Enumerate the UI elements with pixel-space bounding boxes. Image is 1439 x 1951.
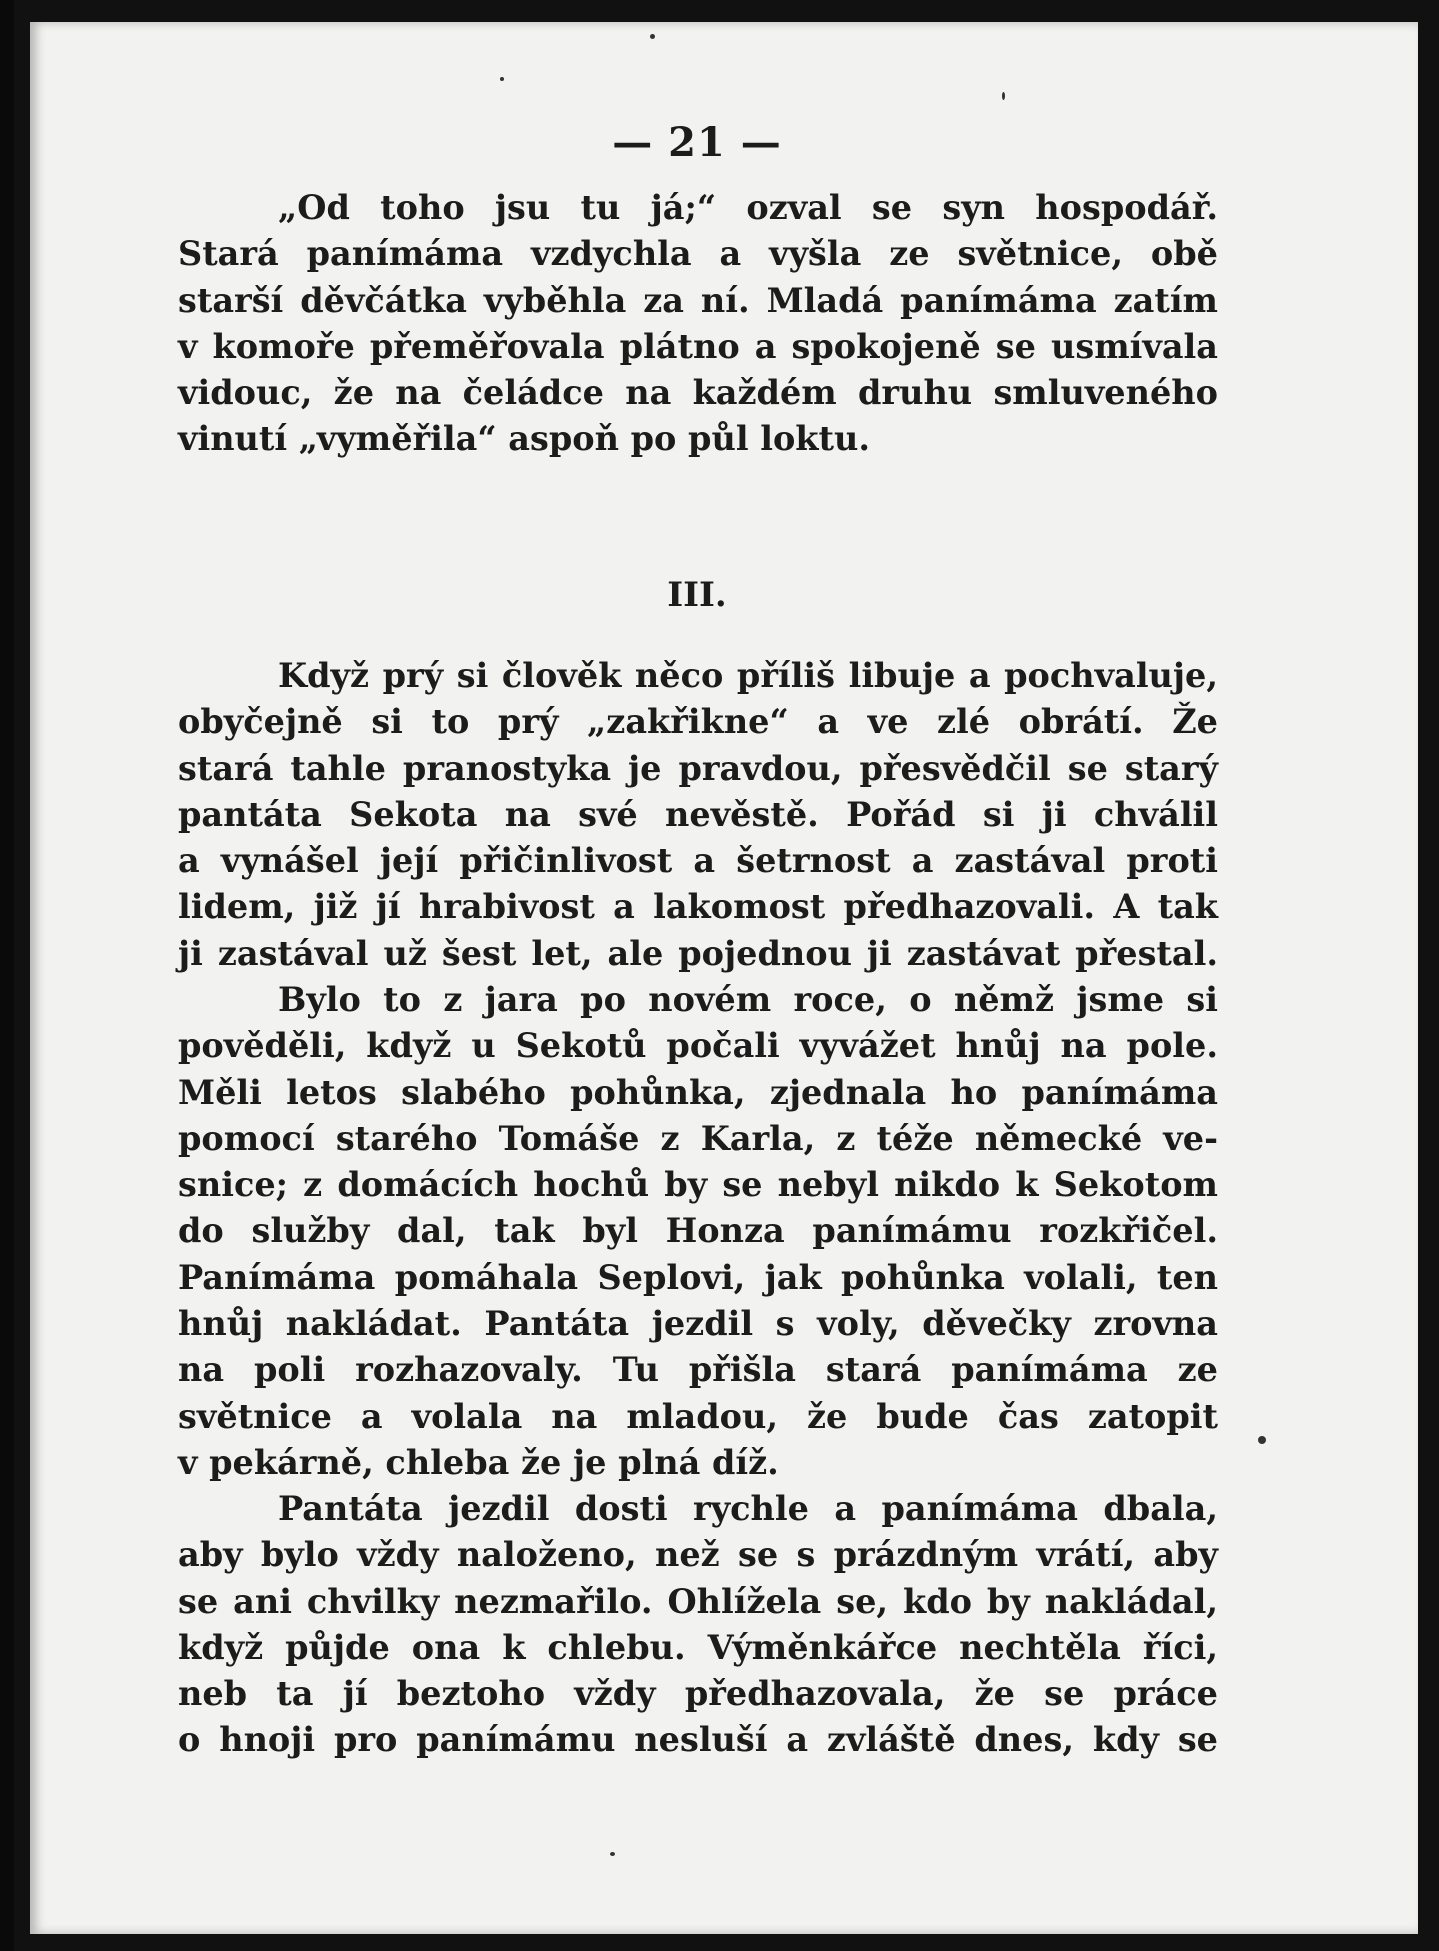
text-line: pomocí starého Tomáše z Karla, z téže německé ve- (178, 1118, 1218, 1158)
text-line: do služby dal, tak byl Honza panímámu rozkřičel. (178, 1211, 1218, 1251)
text-line: na poli rozhazovaly. Tu přišla stará panímáma ze (178, 1350, 1218, 1390)
text-line: lidem, již jí hrabivost a lakomost předhazovali. A tak (178, 887, 1218, 927)
scan-speck (610, 1852, 615, 1856)
book-page (30, 22, 1418, 1934)
paragraph-4 (178, 1486, 1218, 1764)
text-line: pantáta Sekota na své nevěstě. Pořád si ji chválil (178, 794, 1218, 834)
text-line: Když prý si člověk něco příliš libuje a pochvaluje, (278, 656, 1218, 695)
section-heading: III. (667, 575, 727, 615)
text-line: v pekárně, chleba že je plná díž. (178, 1442, 779, 1482)
text-line: stará tahle pranostyka je pravdou, přesvědčil se starý (178, 748, 1218, 788)
text-line: Měli letos slabého pohůnka, zjednala ho panímáma (178, 1072, 1218, 1112)
scan-speck (650, 34, 655, 39)
text-line: Panímáma pomáhala Seplovi, jak pohůnka volali, ten (178, 1257, 1218, 1297)
page-number: — 21 — (612, 119, 782, 166)
text-line: když půjde ona k chlebu. Výměnkářce nechtěla říci, (178, 1627, 1218, 1667)
text-line: Bylo to z jara po novém roce, o němž jsme si (278, 980, 1218, 1019)
text-line: pověděli, když u Sekotů počali vyvážet hnůj na pole. (178, 1026, 1218, 1066)
text-line: snice; z domácích hochů by se nebyl nikdo k Sekotom (178, 1165, 1218, 1205)
text-line: vinutí „vyměřila“ aspoň po půl loktu. (178, 419, 871, 459)
text-line: Pantáta jezdil dosti rychle a panímáma dbala, (278, 1489, 1218, 1528)
text-line: světnice a volala na mladou, že bude čas zatopit (178, 1396, 1218, 1436)
scan-speck (500, 77, 504, 81)
text-line: o hnoji pro panímámu nesluší a zvláště dnes, kdy se (178, 1720, 1218, 1760)
text-line: a vynášel její přičinlivost a šetrnost a zastával proti (178, 841, 1218, 881)
scan-speck (1002, 92, 1005, 100)
book-spine-edge (0, 0, 14, 1951)
paragraph-2 (178, 653, 1218, 977)
text-line: aby bylo vždy naloženo, než se s prázdným vrátí, aby (178, 1535, 1218, 1575)
text-line: se ani chvilky nezmařilo. Ohlížela se, kdo by nakládal, (178, 1581, 1218, 1621)
paragraph-1 (178, 185, 1218, 463)
text-line: ji zastával už šest let, ale pojednou ji zastávat přestal. (178, 933, 1218, 973)
text-line: Stará panímáma vzdychla a vyšla ze světnice, obě (178, 234, 1218, 274)
text-line: hnůj nakládat. Pantáta jezdil s voly, děvečky zrovna (178, 1304, 1218, 1344)
text-line: neb ta jí beztoho vždy předhazovala, že se práce (178, 1674, 1218, 1714)
text-line: „Od toho jsu tu já;“ ozval se syn hospodář. (278, 188, 1218, 227)
scan-speck (1258, 1436, 1266, 1444)
text-line: obyčejně si to prý „zakřikne“ a ve zlé obrátí. Že (178, 702, 1218, 742)
text-line: starší děvčátka vyběhla za ní. Mladá panímáma zatím (178, 280, 1218, 320)
text-line: v komoře přeměřovala plátno a spokojeně se usmívala (178, 326, 1218, 366)
paragraph-3 (178, 977, 1218, 1486)
text-line: vidouc, že na čeládce na každém druhu smluveného (178, 373, 1218, 413)
